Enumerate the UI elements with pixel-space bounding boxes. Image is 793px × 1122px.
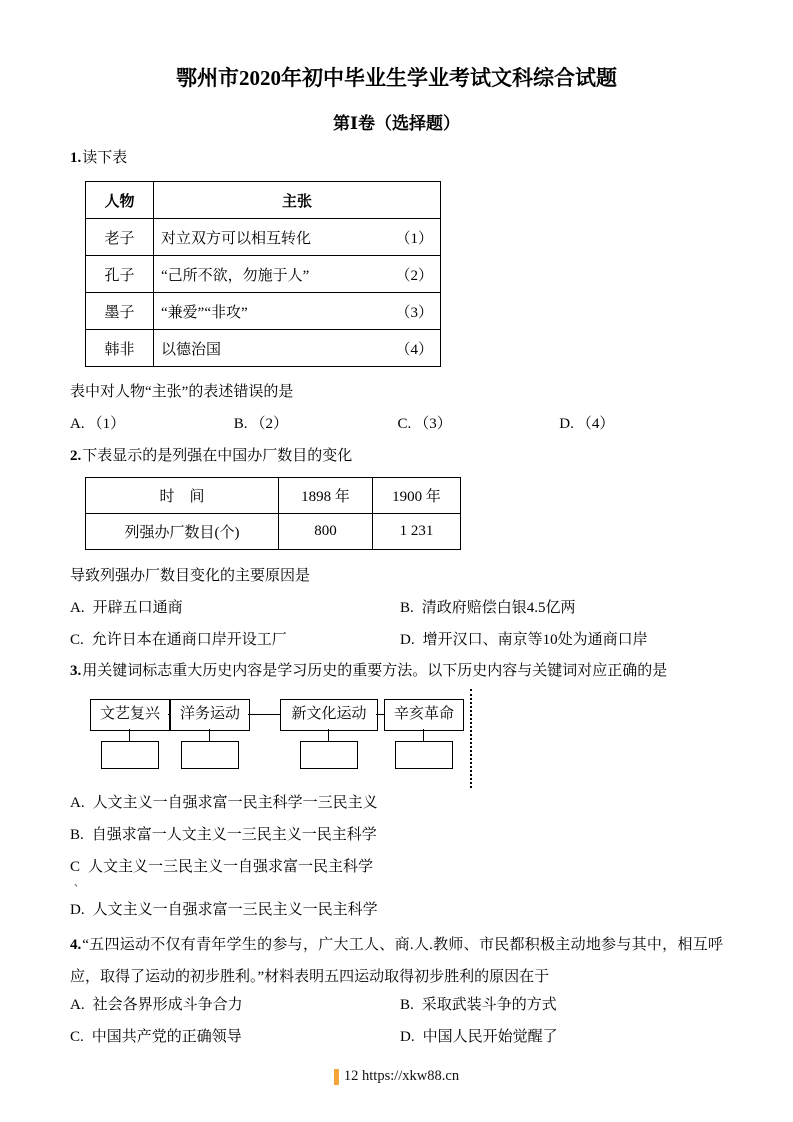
table-row [86,478,461,514]
cell-claim [154,219,441,256]
claim-num: （3） [395,304,433,321]
diagram-box-new-culture: 新文化运动 [280,699,378,731]
table-row [86,330,441,367]
dotted-divider [470,689,472,788]
footer-highlight-bar-icon [334,1069,339,1085]
q4-stem [70,929,723,993]
q4-option-b: B. 采取武装斗争的方式 [400,997,557,1013]
connector-line [129,729,130,741]
claim-num: （1） [395,230,433,247]
table-row [86,256,441,293]
cell-factory-label: 列强办厂数目(个) [86,514,279,550]
claim-text: 以德治国 [161,341,222,358]
q2-question: 导致列强办厂数目变化的主要原因是 [70,568,311,584]
diagram-box-xinhai: 辛亥革命 [384,699,464,731]
q3-stem [70,662,723,681]
connector-line [209,729,210,741]
page-content [70,0,723,1047]
stray-mark: 、 [74,878,84,889]
q1-option-a: A. （1） [70,416,126,432]
claim-text: 对立双方可以相互转化 [161,230,312,247]
q3-option-b: B. 自强求富一人文主义一三民主义一民主科学 [70,827,377,843]
q1-number: 1. [70,150,82,166]
q2-option-a: A. 开辟五口通商 [70,600,183,616]
q4-option-a: A. 社会各界形成斗争合力 [70,997,243,1013]
q4-option-d: D. 中国人民开始觉醒了 [400,1029,558,1045]
page-title: 鄂州市2020年初中毕业生学业考试文科综合试题 [176,66,617,90]
q4-options [70,996,723,1047]
cell-person: 老子 [86,219,154,256]
section-title: 第Ⅰ卷（选择题） [333,114,460,133]
q1-header-person: 人物 [86,182,154,219]
q1-option-d: D. （4） [559,416,615,432]
q1-stem-text: 读下表 [82,150,128,166]
q1-option-c: C. （3） [397,416,452,432]
cell-person: 墨子 [86,293,154,330]
q2-option-b: B. 清政府赔偿白银4.5亿两 [400,600,576,616]
claim-num: （4） [395,341,433,358]
table-row [86,293,441,330]
q3-number: 3. [70,663,82,679]
diagram-box-self-strengthening: 洋务运动 [170,699,250,731]
q4-stem-text: “五四运动不仅有青年学生的参与，广大工人、商.人.教师、市民都积极主动地参与其中，相互呼应，取得了运动的初步胜利。”材料表明五四运动取得初步胜利的原因在于 [70,937,723,985]
q2-number: 2. [70,448,82,464]
q1-table-header-row [86,182,441,219]
cell-count-1898: 800 [279,514,373,550]
cell-claim [154,256,441,293]
cell-year-1900: 1900 年 [373,478,461,514]
claim-text: “兼爱”“非攻” [161,304,248,321]
q3-option-c: C 人文主义一三民主义一自强求富一民主科学 [70,859,374,875]
claim-text: “己所不欲，勿施于人” [161,267,310,284]
q2-options [70,599,723,650]
q1-option-b: B. （2） [233,416,289,432]
q1-header-claim: 主张 [154,182,441,219]
connector-line [328,729,329,741]
q1-question: 表中对人物“主张”的表述错误的是 [70,384,294,400]
connector-line [376,714,384,715]
q2-table [85,477,461,550]
cell-count-1900: 1 231 [373,514,461,550]
cell-year-1898: 1898 年 [279,478,373,514]
connector-line [168,714,170,715]
table-row [86,219,441,256]
cell-person: 韩非 [86,330,154,367]
q3-stem-text: 用关键词标志重大历史内容是学习历史的重要方法。以下历史内容与关键词对应正确的是 [82,663,668,679]
answer-box [181,741,239,769]
cell-claim [154,330,441,367]
q4-option-c: C. 中国共产党的正确领导 [70,1029,242,1045]
cell-time-label: 时 间 [86,478,279,514]
connector-line [248,714,280,715]
answer-box [300,741,358,769]
q3-option-d: D. 人文主义一自强求富一三民主义一民主科学 [70,902,378,918]
q3-option-a: A. 人文主义一自强求富一民主科学一三民主义 [70,795,378,811]
table-row [86,514,461,550]
diagram-box-renaissance: 文艺复兴 [90,699,170,731]
answer-box [395,741,453,769]
q3-diagram [70,691,723,788]
q1-stem [70,149,723,168]
q2-option-d: D. 增开汉口、南京等10处为通商口岸 [400,632,648,648]
answer-box [101,741,159,769]
q2-stem [70,447,723,466]
footer-page-and-url: 12 https://xkw88.cn [343,1068,460,1084]
q2-option-c: C. 允许日本在通商口岸开设工厂 [70,632,287,648]
q1-options [70,415,723,434]
cell-person: 孔子 [86,256,154,293]
q1-table [85,181,441,367]
page-footer [0,1068,793,1085]
cell-claim [154,293,441,330]
connector-line [423,729,424,741]
claim-num: （2） [395,267,433,284]
q4-number: 4. [70,937,82,953]
q2-stem-text: 下表显示的是列强在中国办厂数目的变化 [82,448,353,464]
